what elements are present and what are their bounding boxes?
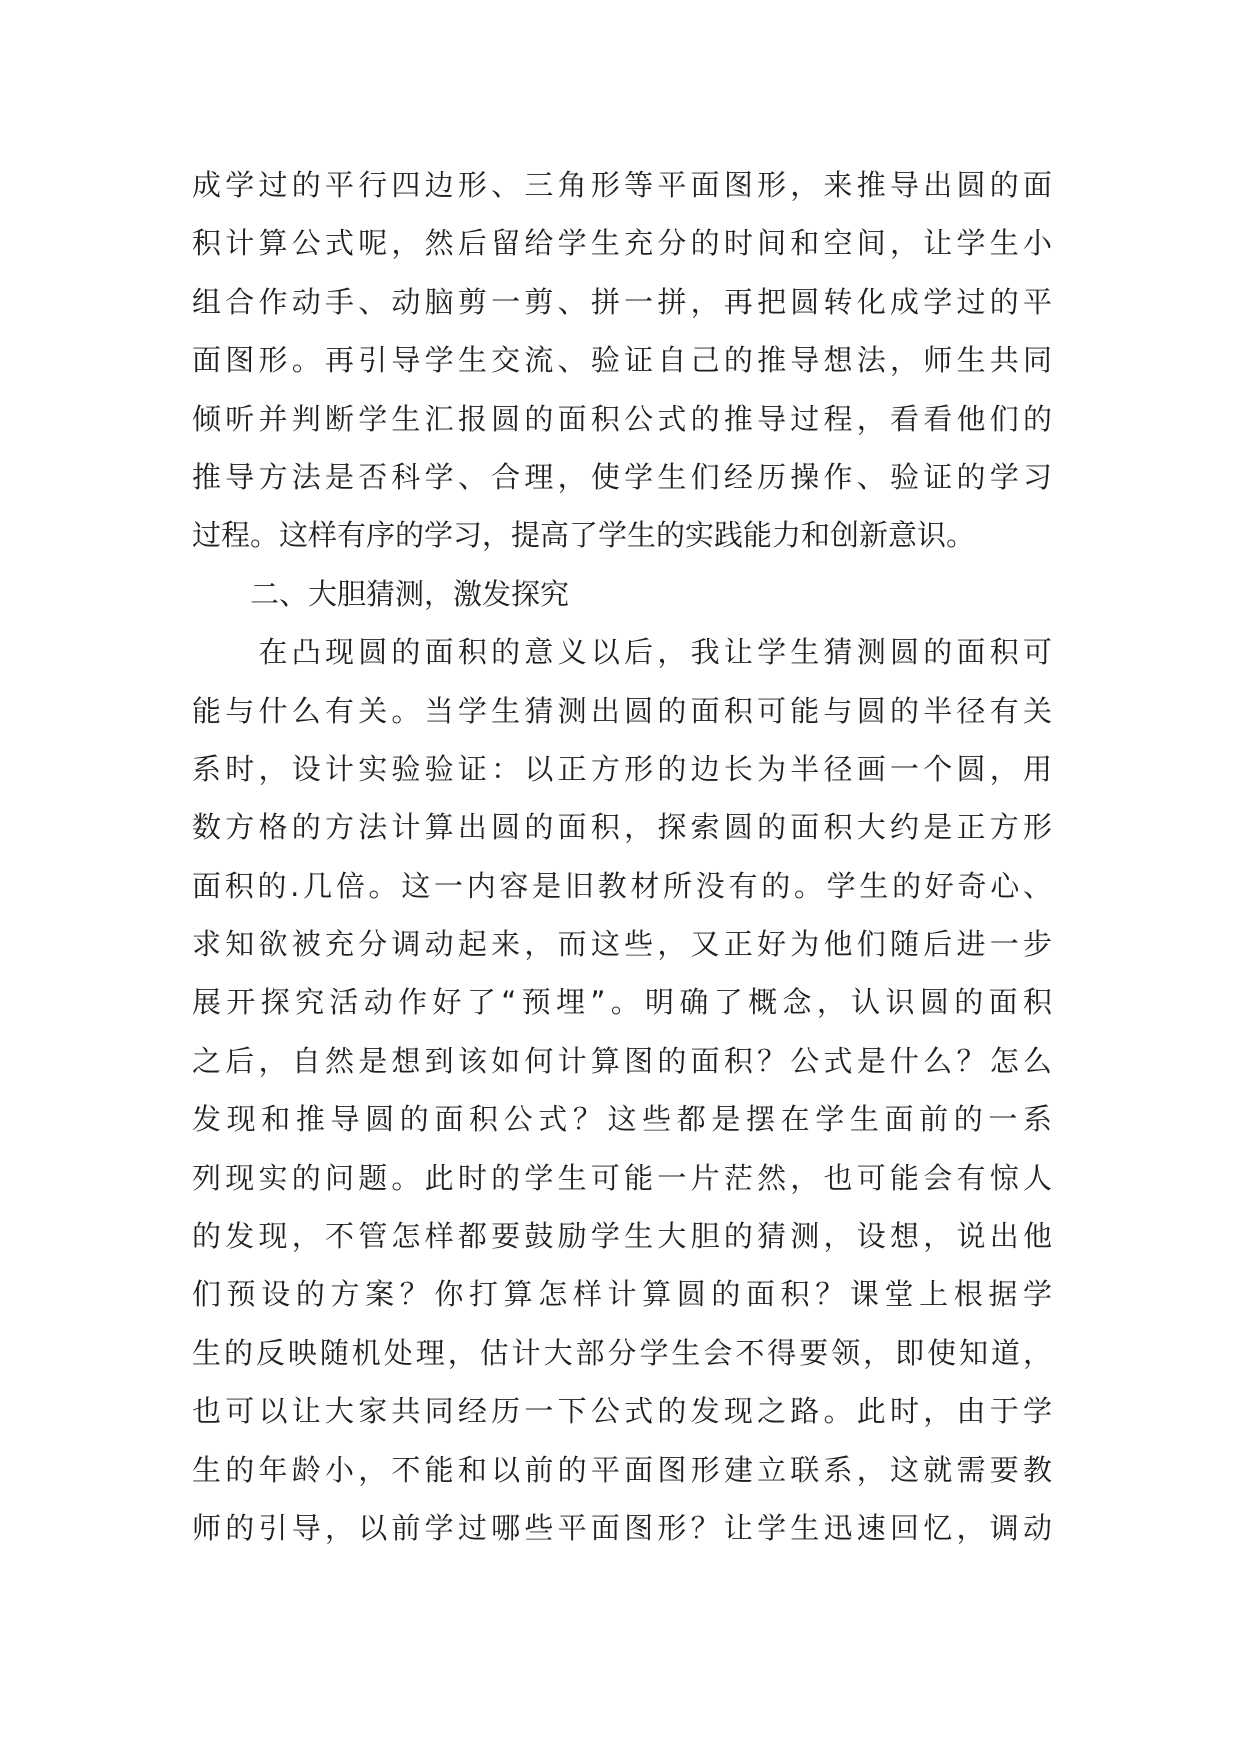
text-line: 求知欲被充分调动起来，而这些，又正好为他们随后进一步: [192, 927, 1052, 962]
text-line: 积计算公式呢，然后留给学生充分的时间和空间，让学生小: [192, 226, 1052, 261]
text-line: 面积的.几倍。这一内容是旧教材所没有的。学生的好奇心、: [192, 868, 1052, 903]
text-line: 倾听并判断学生汇报圆的面积公式的推导过程，看看他们的: [192, 401, 1052, 436]
text-line: 生的年龄小，不能和以前的平面图形建立联系，这就需要教: [192, 1452, 1052, 1487]
text-line: 数方格的方法计算出圆的面积，探索圆的面积大约是正方形: [192, 810, 1052, 845]
text-line: 推导方法是否科学、合理，使学生们经历操作、验证的学习: [192, 459, 1052, 494]
text-line: 面图形。再引导学生交流、验证自己的推导想法，师生共同: [192, 343, 1052, 378]
section-heading: 二、大胆猜测，激发探究: [192, 576, 570, 611]
text-line: 们预设的方案？你打算怎样计算圆的面积？课堂上根据学: [192, 1277, 1052, 1312]
text-line: 生的反映随机处理，估计大部分学生会不得要领，即使知道，: [192, 1335, 1052, 1370]
text-line: 组合作动手、动脑剪一剪、拼一拼，再把圆转化成学过的平: [192, 284, 1052, 319]
body-text: [192, 156, 1052, 1557]
text-line: 的发现，不管怎样都要鼓励学生大胆的猜测，设想，说出他: [192, 1219, 1052, 1254]
text-line: 在凸现圆的面积的意义以后，我让学生猜测圆的面积可: [192, 635, 1052, 670]
text-line: 过程。这样有序的学习，提高了学生的实践能力和创新意识。: [192, 518, 976, 553]
text-line: 系时，设计实验验证：以正方形的边长为半径画一个圆，用: [192, 751, 1052, 786]
text-line: 成学过的平行四边形、三角形等平面图形，来推导出圆的面: [192, 168, 1052, 202]
text-line: 能与什么有关。当学生猜测出圆的面积可能与圆的半径有关: [192, 693, 1052, 728]
text-line: 也可以让大家共同经历一下公式的发现之路。此时，由于学: [192, 1394, 1052, 1429]
text-line: 之后，自然是想到该如何计算图的面积？公式是什么？怎么: [192, 1043, 1052, 1078]
text-line: 展开探究活动作好了“预埋”。明确了概念，认识圆的面积: [192, 985, 1052, 1020]
text-line: 列现实的问题。此时的学生可能一片茫然，也可能会有惊人: [192, 1160, 1052, 1195]
text-line: 师的引导，以前学过哪些平面图形？让学生迅速回忆，调动: [192, 1510, 1052, 1545]
text-line: 发现和推导圆的面积公式？这些都是摆在学生面前的一系: [192, 1102, 1052, 1137]
